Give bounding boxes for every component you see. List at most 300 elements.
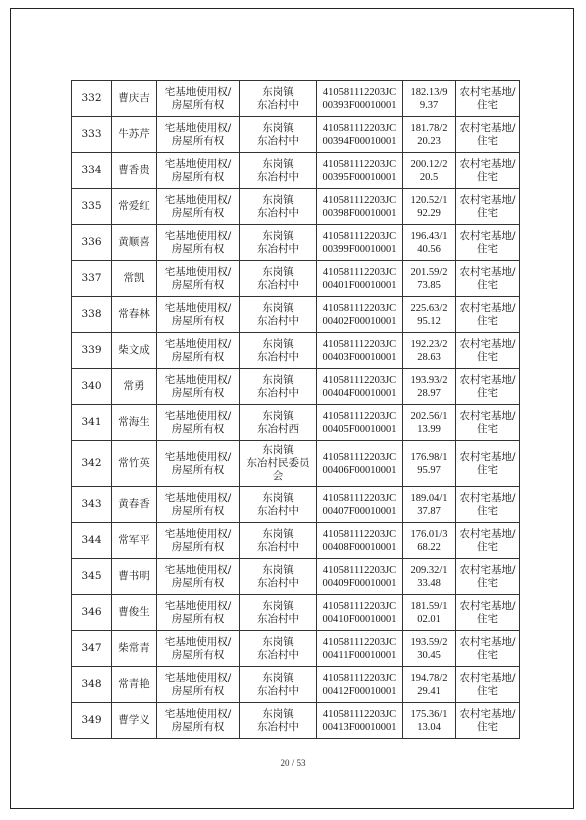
cell-unit-code-line: 00405F00010001 xyxy=(322,423,397,435)
cell-area-line: 95.97 xyxy=(417,464,441,476)
cell-right-type-line: 房屋所有权 xyxy=(171,540,225,553)
cell-use-line: 农村宅基地/ xyxy=(459,635,516,648)
cell-owner-name: 常春林 xyxy=(112,297,157,333)
table-row xyxy=(72,261,520,297)
cell-number: 347 xyxy=(72,631,112,667)
cell-unit-code xyxy=(317,369,403,405)
cell-unit-code-line: 00410F00010001 xyxy=(322,613,397,625)
cell-location xyxy=(240,487,317,523)
cell-number: 349 xyxy=(72,703,112,739)
cell-number: 346 xyxy=(72,595,112,631)
cell-use-line: 住宅 xyxy=(477,684,498,697)
cell-area-line: 181.59/1 xyxy=(410,600,448,612)
table-row xyxy=(72,369,520,405)
cell-unit-code-line: 00408F00010001 xyxy=(322,541,397,553)
cell-owner-name: 常海生 xyxy=(112,405,157,441)
cell-use-line: 农村宅基地/ xyxy=(459,707,516,720)
cell-use xyxy=(456,225,520,261)
cell-location-line: 东岗镇 xyxy=(262,599,294,612)
cell-right-type xyxy=(157,595,240,631)
cell-right-type-line: 房屋所有权 xyxy=(171,504,225,517)
cell-area-line: 13.04 xyxy=(417,721,441,733)
cell-area-line: 20.5 xyxy=(419,171,439,183)
cell-use-line: 农村宅基地/ xyxy=(459,563,516,576)
cell-use-line: 农村宅基地/ xyxy=(459,409,516,422)
cell-owner-name: 常爱红 xyxy=(112,189,157,225)
cell-use-line: 农村宅基地/ xyxy=(459,85,516,98)
cell-right-type-line: 房屋所有权 xyxy=(171,134,225,147)
cell-use-line: 住宅 xyxy=(477,314,498,327)
cell-number: 334 xyxy=(72,153,112,189)
cell-use-line: 农村宅基地/ xyxy=(459,599,516,612)
cell-unit-code-line: 00413F00010001 xyxy=(322,721,397,733)
table-row xyxy=(72,81,520,117)
cell-owner-name: 牛苏芹 xyxy=(112,117,157,153)
cell-location-line: 东岗镇 xyxy=(262,337,294,350)
cell-right-type-line: 宅基地使用权/ xyxy=(164,193,232,206)
cell-area xyxy=(403,117,456,153)
cell-location-line: 东岗镇 xyxy=(262,491,294,504)
cell-right-type xyxy=(157,189,240,225)
cell-location xyxy=(240,405,317,441)
cell-unit-code-line: 00394F00010001 xyxy=(322,135,397,147)
cell-right-type-line: 宅基地使用权/ xyxy=(164,671,232,684)
cell-owner-name: 曹庆吉 xyxy=(112,81,157,117)
table-row xyxy=(72,297,520,333)
cell-location-line: 东岗镇 xyxy=(262,301,294,314)
cell-right-type-line: 宅基地使用权/ xyxy=(164,121,232,134)
cell-unit-code-line: 410581112203JC xyxy=(322,708,397,720)
cell-use-line: 农村宅基地/ xyxy=(459,193,516,206)
cell-unit-code-line: 00401F00010001 xyxy=(322,279,397,291)
cell-right-type-line: 宅基地使用权/ xyxy=(164,85,232,98)
cell-use-line: 农村宅基地/ xyxy=(459,337,516,350)
cell-right-type-line: 宅基地使用权/ xyxy=(164,563,232,576)
cell-area xyxy=(403,523,456,559)
cell-unit-code-line: 00406F00010001 xyxy=(322,464,397,476)
cell-area xyxy=(403,261,456,297)
property-registry-table xyxy=(71,80,520,739)
cell-unit-code xyxy=(317,703,403,739)
cell-right-type-line: 房屋所有权 xyxy=(171,576,225,589)
cell-unit-code-line: 00398F00010001 xyxy=(322,207,397,219)
cell-owner-name: 常竹英 xyxy=(112,441,157,487)
cell-area-line: 189.04/1 xyxy=(410,492,448,504)
cell-right-type xyxy=(157,703,240,739)
cell-number: 338 xyxy=(72,297,112,333)
cell-area xyxy=(403,81,456,117)
cell-right-type-line: 房屋所有权 xyxy=(171,720,225,733)
cell-area-line: 29.41 xyxy=(417,685,441,697)
table-row xyxy=(72,487,520,523)
cell-location-line: 东冶村中 xyxy=(257,170,299,183)
cell-unit-code-line: 00393F00010001 xyxy=(322,99,397,111)
cell-area-line: 28.97 xyxy=(417,387,441,399)
cell-use-line: 住宅 xyxy=(477,720,498,733)
table-row xyxy=(72,117,520,153)
cell-number: 348 xyxy=(72,667,112,703)
cell-right-type-line: 房屋所有权 xyxy=(171,684,225,697)
cell-area-line: 225.63/2 xyxy=(410,302,448,314)
cell-area-line: 92.29 xyxy=(417,207,441,219)
table-row xyxy=(72,523,520,559)
cell-right-type-line: 房屋所有权 xyxy=(171,242,225,255)
cell-area-line: 13.99 xyxy=(417,423,441,435)
table-row xyxy=(72,703,520,739)
cell-area-line: 40.56 xyxy=(417,243,441,255)
cell-location-line: 东冶村中 xyxy=(257,576,299,589)
cell-location-line: 东冶村中 xyxy=(257,684,299,697)
cell-right-type xyxy=(157,225,240,261)
cell-area-line: 9.37 xyxy=(419,99,439,111)
cell-unit-code xyxy=(317,441,403,487)
cell-location xyxy=(240,153,317,189)
cell-use xyxy=(456,595,520,631)
cell-right-type-line: 房屋所有权 xyxy=(171,314,225,327)
cell-unit-code-line: 410581112203JC xyxy=(322,492,397,504)
cell-area-line: 28.63 xyxy=(417,351,441,363)
cell-right-type-line: 房屋所有权 xyxy=(171,170,225,183)
cell-right-type-line: 宅基地使用权/ xyxy=(164,373,232,386)
cell-area-line: 181.78/2 xyxy=(410,122,448,134)
cell-unit-code-line: 00407F00010001 xyxy=(322,505,397,517)
cell-location-line: 东岗镇 xyxy=(262,635,294,648)
cell-unit-code-line: 00412F00010001 xyxy=(322,685,397,697)
cell-use xyxy=(456,487,520,523)
cell-number: 339 xyxy=(72,333,112,369)
cell-use-line: 农村宅基地/ xyxy=(459,265,516,278)
cell-unit-code-line: 410581112203JC xyxy=(322,600,397,612)
cell-location xyxy=(240,81,317,117)
cell-unit-code-line: 410581112203JC xyxy=(322,451,397,463)
cell-use-line: 住宅 xyxy=(477,576,498,589)
cell-use xyxy=(456,667,520,703)
cell-unit-code-line: 410581112203JC xyxy=(322,338,397,350)
cell-area xyxy=(403,153,456,189)
cell-number: 341 xyxy=(72,405,112,441)
cell-location-line: 东岗镇 xyxy=(262,444,294,456)
cell-area-line: 20.23 xyxy=(417,135,441,147)
cell-area-line: 193.59/2 xyxy=(410,636,448,648)
cell-use-line: 农村宅基地/ xyxy=(459,157,516,170)
cell-area-line: 120.52/1 xyxy=(410,194,448,206)
cell-use-line: 住宅 xyxy=(477,242,498,255)
cell-right-type xyxy=(157,261,240,297)
cell-use-line: 住宅 xyxy=(477,278,498,291)
cell-use-line: 住宅 xyxy=(477,170,498,183)
cell-location-line: 东冶村民委员 xyxy=(246,457,310,469)
cell-use-line: 农村宅基地/ xyxy=(459,229,516,242)
cell-unit-code-line: 410581112203JC xyxy=(322,302,397,314)
cell-location-line: 东冶村中 xyxy=(257,350,299,363)
cell-area-line: 37.87 xyxy=(417,505,441,517)
cell-location xyxy=(240,333,317,369)
cell-use-line: 住宅 xyxy=(477,648,498,661)
cell-location xyxy=(240,369,317,405)
cell-right-type-line: 宅基地使用权/ xyxy=(164,527,232,540)
cell-area xyxy=(403,703,456,739)
cell-right-type xyxy=(157,487,240,523)
cell-use-line: 农村宅基地/ xyxy=(459,450,516,463)
cell-area-line: 196.43/1 xyxy=(410,230,448,242)
cell-use xyxy=(456,523,520,559)
cell-owner-name: 曹书明 xyxy=(112,559,157,595)
cell-right-type xyxy=(157,81,240,117)
cell-use xyxy=(456,441,520,487)
cell-location-line: 东冶村中 xyxy=(257,504,299,517)
cell-use-line: 农村宅基地/ xyxy=(459,301,516,314)
cell-owner-name: 曹俊生 xyxy=(112,595,157,631)
cell-use xyxy=(456,117,520,153)
cell-use xyxy=(456,261,520,297)
cell-area-line: 95.12 xyxy=(417,315,441,327)
cell-right-type-line: 宅基地使用权/ xyxy=(164,707,232,720)
cell-unit-code xyxy=(317,405,403,441)
cell-right-type xyxy=(157,405,240,441)
cell-right-type xyxy=(157,667,240,703)
cell-unit-code-line: 00404F00010001 xyxy=(322,387,397,399)
cell-location-line: 东岗镇 xyxy=(262,409,294,422)
cell-unit-code xyxy=(317,117,403,153)
cell-location-line: 东岗镇 xyxy=(262,85,294,98)
cell-right-type xyxy=(157,559,240,595)
cell-location-line: 东冶村中 xyxy=(257,386,299,399)
cell-location xyxy=(240,559,317,595)
table-row xyxy=(72,631,520,667)
cell-location xyxy=(240,261,317,297)
cell-right-type xyxy=(157,523,240,559)
cell-use xyxy=(456,153,520,189)
cell-unit-code xyxy=(317,225,403,261)
table-row xyxy=(72,405,520,441)
cell-owner-name: 常青艳 xyxy=(112,667,157,703)
cell-owner-name: 柴常青 xyxy=(112,631,157,667)
cell-unit-code xyxy=(317,261,403,297)
cell-right-type xyxy=(157,153,240,189)
cell-use-line: 住宅 xyxy=(477,612,498,625)
cell-area-line: 30.45 xyxy=(417,649,441,661)
cell-area xyxy=(403,441,456,487)
cell-owner-name: 常军平 xyxy=(112,523,157,559)
cell-right-type-line: 宅基地使用权/ xyxy=(164,337,232,350)
cell-use-line: 住宅 xyxy=(477,422,498,435)
cell-use-line: 农村宅基地/ xyxy=(459,491,516,504)
cell-use-line: 农村宅基地/ xyxy=(459,671,516,684)
table-row xyxy=(72,595,520,631)
cell-unit-code-line: 410581112203JC xyxy=(322,230,397,242)
cell-unit-code-line: 410581112203JC xyxy=(322,528,397,540)
cell-unit-code-line: 410581112203JC xyxy=(322,672,397,684)
cell-area-line: 194.78/2 xyxy=(410,672,448,684)
cell-owner-name: 曹学义 xyxy=(112,703,157,739)
cell-area xyxy=(403,225,456,261)
cell-owner-name: 黄顺喜 xyxy=(112,225,157,261)
cell-use xyxy=(456,189,520,225)
cell-location xyxy=(240,189,317,225)
cell-location-line: 东冶村中 xyxy=(257,278,299,291)
cell-location-line: 东冶村中 xyxy=(257,98,299,111)
table-row xyxy=(72,441,520,487)
cell-area-line: 33.48 xyxy=(417,577,441,589)
cell-right-type-line: 房屋所有权 xyxy=(171,648,225,661)
cell-unit-code-line: 00399F00010001 xyxy=(322,243,397,255)
cell-right-type-line: 宅基地使用权/ xyxy=(164,409,232,422)
cell-area xyxy=(403,667,456,703)
cell-location xyxy=(240,297,317,333)
cell-area-line: 176.98/1 xyxy=(410,451,448,463)
cell-use xyxy=(456,703,520,739)
cell-location xyxy=(240,631,317,667)
table-row xyxy=(72,333,520,369)
cell-location-line: 东冶村中 xyxy=(257,540,299,553)
cell-right-type xyxy=(157,369,240,405)
cell-location xyxy=(240,117,317,153)
cell-area-line: 73.85 xyxy=(417,279,441,291)
cell-unit-code-line: 410581112203JC xyxy=(322,266,397,278)
cell-use xyxy=(456,405,520,441)
cell-right-type-line: 宅基地使用权/ xyxy=(164,229,232,242)
cell-use-line: 农村宅基地/ xyxy=(459,373,516,386)
cell-area-line: 201.59/2 xyxy=(410,266,448,278)
cell-unit-code xyxy=(317,333,403,369)
cell-right-type-line: 房屋所有权 xyxy=(171,350,225,363)
cell-area xyxy=(403,559,456,595)
cell-unit-code-line: 410581112203JC xyxy=(322,86,397,98)
cell-location-line: 东岗镇 xyxy=(262,527,294,540)
cell-number: 343 xyxy=(72,487,112,523)
cell-area-line: 175.36/1 xyxy=(410,708,448,720)
cell-use-line: 住宅 xyxy=(477,463,498,476)
cell-right-type-line: 房屋所有权 xyxy=(171,206,225,219)
cell-unit-code xyxy=(317,523,403,559)
cell-unit-code-line: 410581112203JC xyxy=(322,564,397,576)
cell-use-line: 住宅 xyxy=(477,206,498,219)
table-row xyxy=(72,667,520,703)
cell-use-line: 农村宅基地/ xyxy=(459,527,516,540)
cell-location-line: 东岗镇 xyxy=(262,157,294,170)
page-number: 20 / 53 xyxy=(280,758,306,768)
cell-right-type xyxy=(157,333,240,369)
cell-area-line: 200.12/2 xyxy=(410,158,448,170)
cell-owner-name: 常勇 xyxy=(112,369,157,405)
cell-unit-code-line: 00402F00010001 xyxy=(322,315,397,327)
cell-use xyxy=(456,297,520,333)
cell-unit-code-line: 410581112203JC xyxy=(322,636,397,648)
cell-location-line: 东冶村中 xyxy=(257,648,299,661)
cell-use-line: 住宅 xyxy=(477,386,498,399)
cell-use-line: 农村宅基地/ xyxy=(459,121,516,134)
cell-number: 340 xyxy=(72,369,112,405)
cell-right-type-line: 房屋所有权 xyxy=(171,386,225,399)
cell-area xyxy=(403,333,456,369)
cell-unit-code xyxy=(317,667,403,703)
cell-number: 337 xyxy=(72,261,112,297)
cell-unit-code xyxy=(317,189,403,225)
cell-area xyxy=(403,297,456,333)
cell-use xyxy=(456,559,520,595)
cell-area xyxy=(403,631,456,667)
cell-unit-code-line: 00409F00010001 xyxy=(322,577,397,589)
cell-area-line: 68.22 xyxy=(417,541,441,553)
cell-owner-name: 曹香贵 xyxy=(112,153,157,189)
cell-right-type xyxy=(157,631,240,667)
cell-use-line: 住宅 xyxy=(477,350,498,363)
cell-right-type-line: 宅基地使用权/ xyxy=(164,265,232,278)
cell-area-line: 176.01/3 xyxy=(410,528,448,540)
cell-area-line: 182.13/9 xyxy=(410,86,448,98)
cell-use xyxy=(456,81,520,117)
cell-area-line: 02.01 xyxy=(417,613,441,625)
cell-location-line: 东岗镇 xyxy=(262,671,294,684)
table-row xyxy=(72,189,520,225)
cell-location xyxy=(240,667,317,703)
cell-number: 344 xyxy=(72,523,112,559)
cell-location-line: 东冶村中 xyxy=(257,134,299,147)
cell-area-line: 209.32/1 xyxy=(410,564,448,576)
cell-use xyxy=(456,369,520,405)
cell-unit-code xyxy=(317,81,403,117)
cell-location-line: 东岗镇 xyxy=(262,193,294,206)
table-body xyxy=(72,81,520,739)
cell-area-line: 192.23/2 xyxy=(410,338,448,350)
cell-right-type xyxy=(157,117,240,153)
cell-location-line: 东冶村中 xyxy=(257,242,299,255)
cell-location-line: 东岗镇 xyxy=(262,373,294,386)
cell-location xyxy=(240,703,317,739)
cell-owner-name: 常凯 xyxy=(112,261,157,297)
cell-right-type-line: 房屋所有权 xyxy=(171,463,225,476)
cell-unit-code-line: 00403F00010001 xyxy=(322,351,397,363)
cell-right-type xyxy=(157,441,240,487)
cell-unit-code-line: 00411F00010001 xyxy=(322,649,397,661)
table-row xyxy=(72,225,520,261)
cell-unit-code-line: 410581112203JC xyxy=(322,158,397,170)
cell-use-line: 住宅 xyxy=(477,504,498,517)
cell-location-line: 东冶村西 xyxy=(257,422,299,435)
cell-location-line: 东冶村中 xyxy=(257,612,299,625)
cell-right-type-line: 宅基地使用权/ xyxy=(164,635,232,648)
cell-unit-code xyxy=(317,631,403,667)
cell-location-line: 东冶村中 xyxy=(257,314,299,327)
cell-right-type-line: 房屋所有权 xyxy=(171,98,225,111)
cell-number: 335 xyxy=(72,189,112,225)
cell-right-type-line: 房屋所有权 xyxy=(171,612,225,625)
cell-right-type-line: 宅基地使用权/ xyxy=(164,301,232,314)
cell-unit-code-line: 00395F00010001 xyxy=(322,171,397,183)
cell-right-type-line: 宅基地使用权/ xyxy=(164,599,232,612)
cell-owner-name: 柴文成 xyxy=(112,333,157,369)
cell-unit-code xyxy=(317,297,403,333)
cell-right-type-line: 房屋所有权 xyxy=(171,278,225,291)
cell-number: 332 xyxy=(72,81,112,117)
cell-use-line: 住宅 xyxy=(477,134,498,147)
cell-unit-code-line: 410581112203JC xyxy=(322,374,397,386)
cell-area xyxy=(403,369,456,405)
cell-area xyxy=(403,595,456,631)
cell-number: 345 xyxy=(72,559,112,595)
cell-unit-code xyxy=(317,559,403,595)
cell-location-line: 东冶村中 xyxy=(257,720,299,733)
cell-use xyxy=(456,631,520,667)
cell-area-line: 202.56/1 xyxy=(410,410,448,422)
cell-right-type-line: 宅基地使用权/ xyxy=(164,157,232,170)
cell-unit-code xyxy=(317,487,403,523)
table-row xyxy=(72,153,520,189)
table-row xyxy=(72,559,520,595)
cell-location-line: 东岗镇 xyxy=(262,563,294,576)
cell-location-line: 东冶村中 xyxy=(257,206,299,219)
cell-unit-code xyxy=(317,153,403,189)
